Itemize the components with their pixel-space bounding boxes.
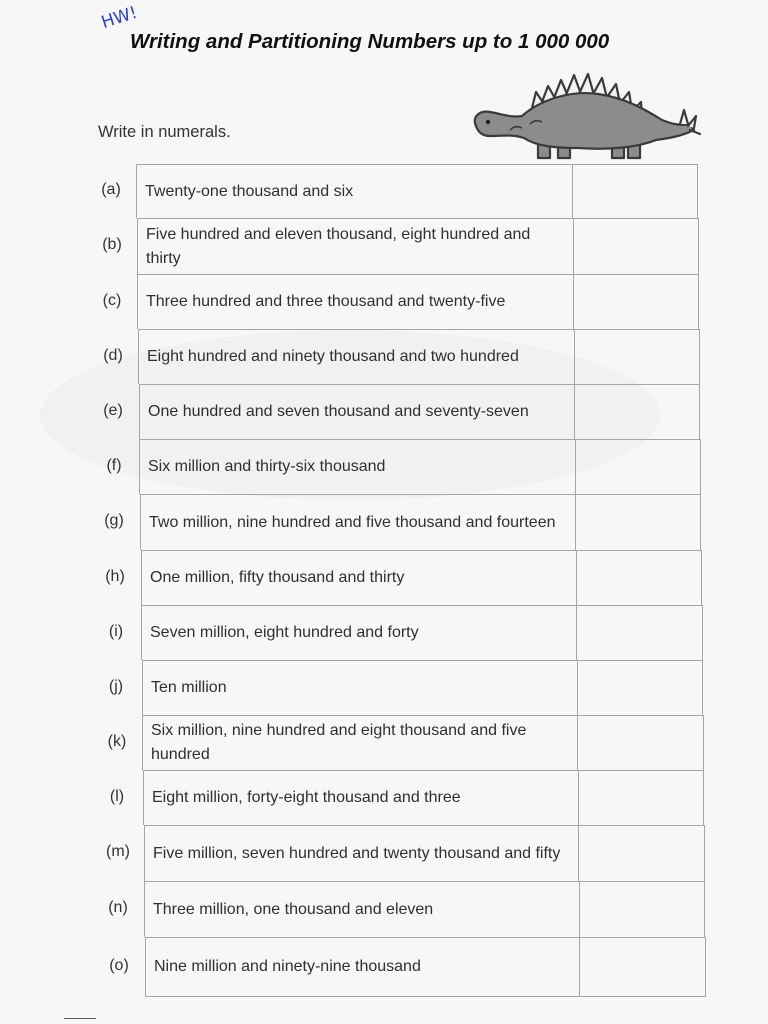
answer-box[interactable] xyxy=(575,329,700,384)
answer-box[interactable] xyxy=(574,274,699,329)
question-label: (d) xyxy=(103,346,123,364)
answer-box[interactable] xyxy=(576,494,701,550)
question-label: (b) xyxy=(102,236,122,253)
question-label: (h) xyxy=(105,567,125,585)
instruction-text: Write in numerals. xyxy=(98,123,231,141)
table-bottom-border xyxy=(145,996,706,997)
question-text: Nine million and ninety-nine thousand xyxy=(145,937,580,996)
answer-box[interactable] xyxy=(577,605,703,660)
question-text: Ten million xyxy=(142,660,578,715)
answer-box[interactable] xyxy=(576,439,701,494)
worksheet-title: Writing and Partitioning Numbers up to 1 000 000 xyxy=(130,30,610,53)
question-text: Three million, one thousand and eleven xyxy=(144,881,580,937)
answer-box[interactable] xyxy=(578,715,704,770)
stegosaurus-icon xyxy=(466,70,702,166)
question-label: (i) xyxy=(108,622,124,640)
question-label: (g) xyxy=(104,512,124,529)
answer-box[interactable] xyxy=(580,881,705,937)
question-label: (j) xyxy=(108,677,124,695)
answer-box[interactable] xyxy=(579,770,704,825)
question-label: (n) xyxy=(108,899,128,916)
question-text: Six million, nine hundred and eight thousand and five hundred xyxy=(142,715,578,770)
answer-box[interactable] xyxy=(574,218,699,274)
question-text: Three hundred and three thousand and twenty-five xyxy=(137,274,574,329)
answer-box[interactable] xyxy=(578,660,703,715)
answer-box[interactable] xyxy=(577,550,702,605)
question-label: (k) xyxy=(107,732,127,750)
question-text: Five hundred and eleven thousand, eight hundred and thirty xyxy=(137,218,574,274)
question-label: (e) xyxy=(103,401,123,419)
question-text: Seven million, eight hundred and forty xyxy=(141,605,577,660)
answer-box[interactable] xyxy=(580,937,706,996)
question-text: Five million, seven hundred and twenty thousand and fifty xyxy=(144,825,579,881)
question-text: One million, fifty thousand and thirty xyxy=(141,550,577,605)
question-label: (m) xyxy=(106,843,130,860)
question-label: (l) xyxy=(109,787,125,805)
question-text: Twenty-one thousand and six xyxy=(136,164,573,218)
question-label: (f) xyxy=(106,456,122,474)
question-label: (a) xyxy=(101,181,121,198)
question-text: One hundred and seven thousand and seventy-seven xyxy=(139,384,575,439)
question-label: (c) xyxy=(102,291,122,309)
answer-box[interactable] xyxy=(573,164,698,218)
handwritten-note: HW! xyxy=(99,2,140,34)
question-text: Two million, nine hundred and five thousand and fourteen xyxy=(140,494,576,550)
question-text: Eight hundred and ninety thousand and two hundred xyxy=(138,329,575,384)
answer-box[interactable] xyxy=(579,825,705,881)
answer-box[interactable] xyxy=(575,384,700,439)
question-text: Eight million, forty-eight thousand and three xyxy=(143,770,579,825)
footer-line xyxy=(64,1018,96,1019)
question-label: (o) xyxy=(109,956,129,974)
question-text: Six million and thirty-six thousand xyxy=(139,439,576,494)
